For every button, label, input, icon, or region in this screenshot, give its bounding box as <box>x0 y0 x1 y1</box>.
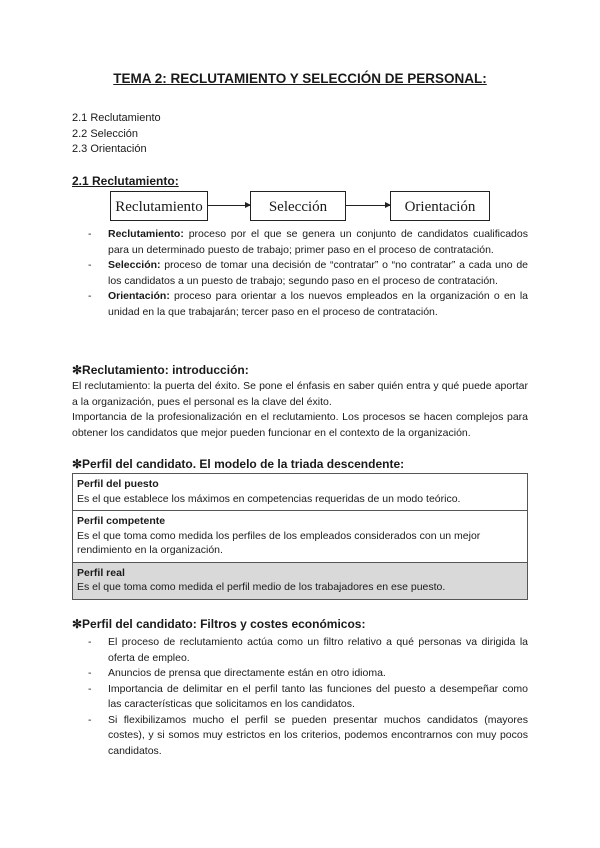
list-item: - Orientación: proceso para orientar a los nuevos empleados en la organización o en la unidad en la que trabajarán; tercer paso en el proceso de contratación. <box>88 289 528 320</box>
list-item: - Anuncios de prensa que directamente están en otro idioma. <box>88 666 528 682</box>
flow-arrow <box>346 205 390 206</box>
flow-box-reclutamiento: Reclutamiento <box>110 191 208 221</box>
table-row: Perfil del puesto Es el que establece los máximos en competencias requeridas de un modo teórico. <box>77 478 461 505</box>
flow-box-orientacion: Orientación <box>390 191 490 221</box>
list-item: - Si flexibilizamos mucho el perfil se pueden presentar muchos candidatos (mayores costes), y si somos muy estrictos en los criterios, podemos encontrarnos con muy pocos candidatos. <box>88 713 528 760</box>
section-heading-perfil: ✻Perfil del candidato. El modelo de la triada descendente: <box>72 457 405 471</box>
filters-list <box>88 635 528 759</box>
section-heading-introduccion: ✻Reclutamiento: introducción: <box>72 363 249 377</box>
toc-item: 2.3 Orientación <box>72 143 147 155</box>
table-row: Perfil competente Es el que toma como medida los perfiles de los empleados considerados con un mejor rendimiento en la organización. <box>73 510 527 562</box>
page-title: TEMA 2: RECLUTAMIENTO Y SELECCIÓN DE PERSONAL: <box>113 71 487 86</box>
toc-item: 2.1 Reclutamiento <box>72 112 161 124</box>
toc-item: 2.2 Selección <box>72 127 139 140</box>
process-flow-diagram <box>110 191 490 223</box>
table-row: Perfil real Es el que toma como medida el perfil medio de los trabajadores en ese puesto. <box>73 562 527 599</box>
profiles-table <box>72 473 528 600</box>
flow-arrow <box>208 205 250 206</box>
list-item: - Importancia de delimitar en el perfil tanto las funciones del puesto a desempeñar como las características que solicitamos en los candidatos. <box>88 682 528 713</box>
flow-box-seleccion: Selección <box>250 191 346 221</box>
paragraph: Importancia de la profesionalización en el reclutamiento. Los procesos se hacen complejos para obtener los candidatos que mejor pueden funcionar en el contexto de la organización. <box>72 411 528 439</box>
list-item: - Reclutamiento: proceso por el que se genera un conjunto de candidatos cualificados para un determinado puesto de trabajo; primer paso en el proceso de contratación. <box>88 227 528 258</box>
definitions-list <box>88 227 528 320</box>
section-heading-filtros: ✻Perfil del candidato: Filtros y costes económicos: <box>72 617 366 631</box>
section-heading-reclutamiento: 2.1 Reclutamiento: <box>72 174 179 188</box>
list-item: - Selección: proceso de tomar una decisión de “contratar” o “no contratar” a cada uno de los candidatos a un puesto de trabajo; segundo paso en el proceso de contratación. <box>88 258 528 289</box>
table-of-contents <box>72 111 161 158</box>
paragraph: El reclutamiento: la puerta del éxito. Se pone el énfasis en saber quién entra y qué puede aportar a la organización, pues el personal es la clave del éxito. <box>72 380 528 408</box>
list-item: - El proceso de reclutamiento actúa como un filtro relativo a qué personas va dirigida la oferta de empleo. <box>88 635 528 666</box>
